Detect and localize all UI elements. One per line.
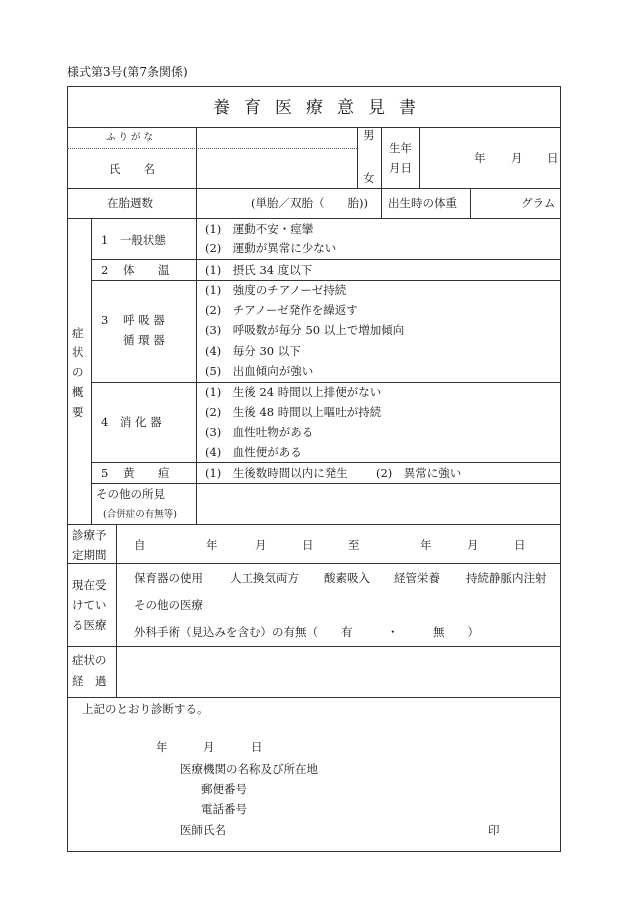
rule: [67, 218, 561, 219]
period-to-year: 年: [420, 538, 432, 552]
digestive-label: 4 消 化 器: [101, 415, 162, 429]
rule: [419, 127, 420, 188]
rule: [116, 524, 117, 697]
symptoms-side-label: の: [72, 365, 84, 379]
period-to: 至: [348, 538, 360, 552]
treatment-item: 持続静脈内注射: [466, 571, 547, 585]
symptom-item: (1) 生後数時間以内に発生: [205, 466, 348, 480]
symptom-item: (1) 生後 24 時間以上排便がない: [205, 385, 382, 399]
birth-date-label: 月日: [389, 161, 412, 175]
symptom-item: (2) 運動が異常に少ない: [205, 241, 337, 255]
title-char: 医: [275, 98, 292, 118]
gestation-label: 在胎週数: [107, 196, 153, 210]
surgery-question: 外科手術（見込みを含む）の有無（ 有 ・ 無 ）: [134, 625, 479, 639]
symptom-item: (5) 出血傾向が強い: [205, 364, 314, 378]
current-treatment-label: けてい: [72, 598, 107, 612]
postal-code-label: 郵便番号: [201, 782, 247, 796]
progress-label: 経 過: [72, 674, 107, 688]
period-label: 診療予: [72, 528, 107, 542]
symptom-item: (3) 血性吐物がある: [205, 425, 314, 439]
rule: [357, 127, 358, 188]
symptom-item: (2) チアノーゼ発作を繰返す: [205, 303, 358, 317]
form-number-label: 様式第3号(第7条関係): [67, 65, 188, 79]
period-from-year: 年: [206, 538, 218, 552]
furigana-label: ふ り が な: [106, 132, 154, 143]
sex-female-label: 女: [363, 171, 375, 185]
rule: [67, 127, 561, 128]
rule: [196, 218, 197, 524]
symptom-item: (3) 呼吸数が毎分 50 以上で増加傾向: [205, 323, 405, 337]
other-findings-label: その他の所見: [96, 487, 165, 501]
jaundice-label: 疸: [158, 466, 170, 480]
title-char: 養: [213, 98, 230, 118]
birth-day-label: 日: [547, 151, 559, 165]
title-char: 意: [337, 98, 354, 118]
period-from-day: 日: [302, 538, 314, 552]
rule: [91, 280, 561, 281]
date-month: 月: [203, 740, 215, 754]
respiratory-label: 呼 吸 器: [123, 313, 165, 327]
respiratory-label-num: 3: [101, 313, 109, 327]
seal-mark: 印: [488, 823, 500, 837]
symptoms-side-label: 状: [72, 345, 84, 359]
gestation-type: (単胎／双胎（ 胎)): [251, 196, 368, 210]
progress-label: 症状の: [72, 653, 107, 667]
jaundice-label-num: 5: [101, 466, 109, 480]
name-label: 氏 名: [109, 162, 155, 176]
rule: [67, 563, 561, 564]
sex-male-label: 男: [363, 128, 375, 142]
doctor-name-label: 医師氏名: [180, 823, 226, 837]
current-treatment-label: る医療: [72, 618, 107, 632]
period-to-day: 日: [514, 538, 526, 552]
period-to-month: 月: [467, 538, 479, 552]
complications-note: (合併症の有無等): [103, 509, 177, 520]
symptom-item: (1) 摂氏 34 度以下: [205, 263, 313, 277]
diagnosis-statement: 上記のとおり診断する。: [82, 702, 209, 716]
treatment-item: 酸素吸入: [324, 571, 370, 585]
symptom-item: (2) 異常に強い: [376, 466, 462, 480]
rule: [91, 259, 561, 260]
symptom-item: (1) 運動不安・痙攣: [205, 222, 314, 236]
birth-year-label: 年: [474, 151, 486, 165]
current-treatment-label: 現在受: [72, 578, 107, 592]
period-from-month: 月: [255, 538, 267, 552]
title-char: 書: [399, 98, 416, 118]
rule: [91, 462, 561, 463]
rule: [91, 218, 92, 524]
birth-date-label: 生年: [389, 141, 412, 155]
rule: [67, 188, 561, 189]
temperature-label: 温: [158, 263, 170, 277]
birth-weight-label: 出生時の体重: [388, 196, 457, 210]
dotted-rule: [67, 148, 357, 149]
institution-label: 医療機関の名称及び所在地: [180, 762, 318, 776]
rule: [67, 697, 561, 698]
title-char: 育: [244, 98, 261, 118]
symptoms-side-label: 症: [72, 326, 84, 340]
symptom-item: (4) 血性便がある: [205, 445, 302, 459]
rule: [67, 524, 561, 525]
symptoms-side-label: 要: [72, 405, 84, 419]
treatment-item: 経管栄養: [394, 571, 440, 585]
birth-weight-unit: グラム: [521, 196, 556, 210]
rule: [196, 127, 197, 218]
date-year: 年: [156, 740, 168, 754]
treatment-item: 保育器の使用: [134, 571, 203, 585]
date-day: 日: [251, 740, 263, 754]
treatment-item: 人工換気両方: [230, 571, 299, 585]
rule: [381, 127, 382, 218]
treatment-other: その他の医療: [134, 598, 203, 612]
rule: [470, 188, 471, 218]
circulatory-label: 循 環 器: [123, 333, 165, 347]
symptom-item: (2) 生後 48 時間以上嘔吐が持続: [205, 405, 382, 419]
temperature-label-num: 2: [101, 263, 109, 277]
rule: [91, 382, 561, 383]
symptom-item: (1) 強度のチアノーゼ持続: [205, 283, 347, 297]
period-from: 自: [134, 538, 146, 552]
birth-month-label: 月: [511, 151, 523, 165]
jaundice-label: 黄: [123, 466, 135, 480]
phone-label: 電話番号: [201, 802, 247, 816]
rule: [67, 646, 561, 647]
symptom-item: (4) 毎分 30 以下: [205, 344, 301, 358]
general-condition-label: 1 一般状態: [101, 233, 166, 247]
symptoms-side-label: 概: [72, 385, 84, 399]
title-char: 見: [368, 98, 385, 118]
rule: [91, 483, 561, 484]
period-label: 定期間: [72, 548, 107, 562]
temperature-label: 体: [123, 263, 135, 277]
title-char: 療: [306, 98, 323, 118]
